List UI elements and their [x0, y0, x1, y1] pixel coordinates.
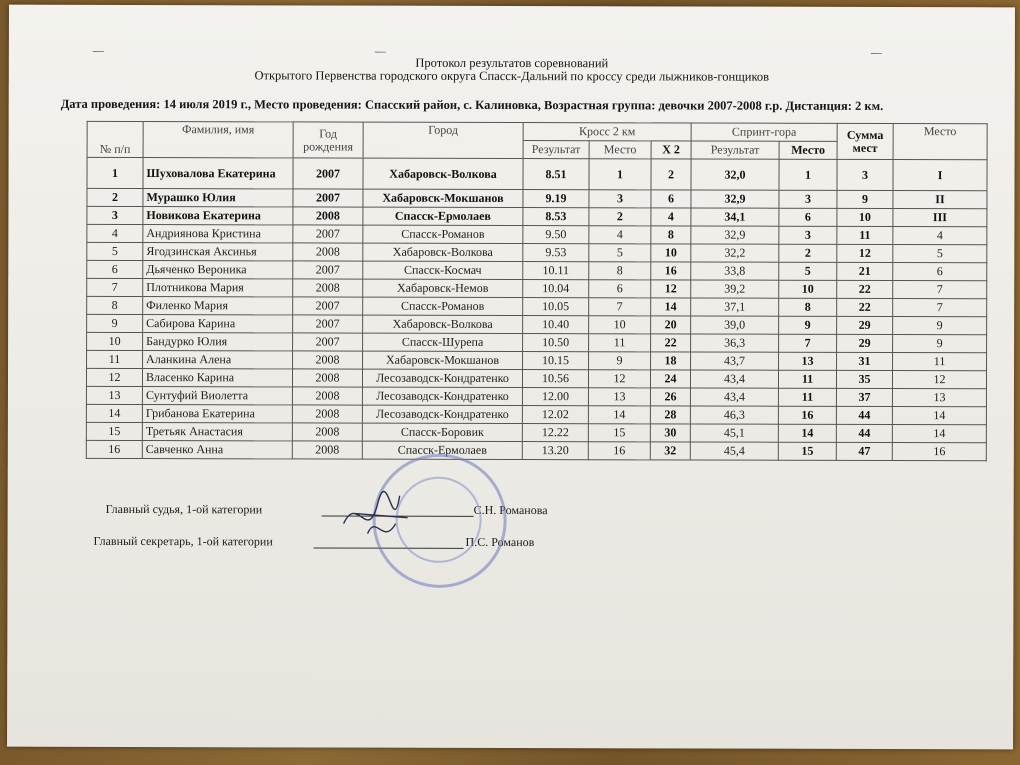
cell-num: 8 [87, 296, 143, 314]
cell-sum: 22 [837, 280, 893, 298]
cell-sum: 29 [837, 334, 893, 352]
cell-sprint-result: 39,0 [691, 316, 779, 334]
cell-sprint-result: 43,4 [690, 370, 778, 388]
cell-sprint-place: 1 [779, 159, 837, 190]
cell-sprint-place: 5 [779, 262, 837, 280]
cell-name: Филенко Мария [143, 297, 293, 315]
cell-city: Лесозаводск-Кондратенко [362, 387, 522, 405]
cell-city: Хабаровск-Волкова [363, 315, 523, 333]
judge-name: С.Н. Романова [473, 502, 548, 518]
cell-sum: 21 [837, 262, 893, 280]
cell-sprint-place: 3 [779, 190, 837, 208]
cell-sprint-result: 37,1 [691, 298, 779, 316]
cell-cross-result: 8.53 [523, 208, 589, 226]
table-row [87, 224, 987, 244]
cell-sprint-place: 11 [778, 388, 836, 406]
cell-cross-result: 12.00 [522, 388, 588, 406]
cell-place: 14 [892, 406, 986, 424]
cell-city: Хабаровск-Мокшанов [363, 189, 523, 207]
cell-x2: 22 [651, 334, 691, 352]
document-title: Протокол результатов соревнований [415, 55, 609, 71]
header-num: № п/п [87, 121, 143, 157]
secretary-title: Главный секретарь, 1-ой категории [93, 533, 273, 549]
cell-place: 11 [893, 352, 987, 370]
cell-sprint-place: 9 [779, 316, 837, 334]
cell-sprint-result: 34,1 [691, 208, 779, 226]
results-table [86, 121, 988, 461]
cell-cross-result: 10.40 [523, 316, 589, 334]
cell-place: 6 [893, 262, 987, 280]
cell-sum: 3 [837, 159, 893, 190]
cell-x2: 10 [651, 244, 691, 262]
cell-year: 2007 [293, 315, 363, 333]
cell-place: II [893, 190, 987, 208]
cell-cross-place: 9 [589, 352, 651, 370]
cell-cross-result: 9.19 [523, 190, 589, 208]
cell-sprint-result: 45,1 [690, 424, 778, 442]
cell-x2: 24 [650, 370, 690, 388]
cell-place: 5 [893, 244, 987, 262]
cell-x2: 2 [651, 159, 691, 190]
cell-cross-result: 10.15 [523, 352, 589, 370]
cell-sprint-result: 36,3 [691, 334, 779, 352]
cell-sum: 9 [837, 190, 893, 208]
cell-cross-result: 10.56 [522, 370, 588, 388]
cell-x2: 30 [650, 424, 690, 442]
cell-cross-result: 13.20 [522, 442, 588, 460]
cell-city: Хабаровск-Волкова [363, 158, 523, 189]
cell-cross-result: 9.53 [523, 244, 589, 262]
cell-cross-place: 14 [588, 406, 650, 424]
table-row [86, 440, 986, 460]
cell-cross-result: 10.04 [523, 280, 589, 298]
cell-sum: 44 [836, 406, 892, 424]
cell-sprint-result: 45,4 [690, 442, 778, 460]
cell-num: 5 [87, 242, 143, 260]
table-row [87, 332, 987, 352]
cell-x2: 14 [651, 298, 691, 316]
table-row [87, 278, 987, 298]
cell-x2: 12 [651, 280, 691, 298]
cell-name: Сабирова Карина [143, 315, 293, 333]
cell-cross-place: 7 [589, 298, 651, 316]
cell-sprint-place: 8 [779, 298, 837, 316]
header-sum: Сумма мест [837, 123, 893, 159]
cell-name: Новикова Екатерина [143, 207, 293, 225]
header-sprint-place: Место [779, 141, 837, 159]
cell-city: Лесозаводск-Кондратенко [362, 369, 522, 387]
cell-name: Сунтуфий Виолетта [142, 387, 292, 405]
cell-sum: 12 [837, 244, 893, 262]
cell-x2: 16 [651, 262, 691, 280]
cell-sprint-place: 2 [779, 244, 837, 262]
cell-place: 7 [893, 298, 987, 316]
header-cross-place: Место [589, 141, 651, 159]
cell-place: 16 [892, 442, 986, 460]
cell-year: 2008 [293, 279, 363, 297]
cell-sprint-place: 16 [778, 406, 836, 424]
cell-year: 2007 [293, 189, 363, 207]
cell-sprint-result: 43,4 [690, 388, 778, 406]
cell-city: Спасск-Ермолаев [363, 207, 523, 225]
cell-year: 2007 [293, 225, 363, 243]
cell-num: 16 [86, 440, 142, 458]
cell-cross-place: 4 [589, 226, 651, 244]
cell-name: Бандурко Юлия [143, 333, 293, 351]
cell-sprint-place: 15 [778, 442, 836, 460]
cell-num: 7 [87, 278, 143, 296]
cell-year: 2008 [292, 423, 362, 441]
cell-year: 2008 [292, 369, 362, 387]
cell-name: Грибанова Екатерина [142, 405, 292, 423]
cell-name: Савченко Анна [142, 441, 292, 459]
table-row [87, 314, 987, 334]
cell-city: Спасск-Ермолаев [362, 441, 522, 459]
cell-place: 13 [892, 388, 986, 406]
table-row [86, 404, 986, 424]
cell-city: Спасск-Романов [363, 225, 523, 243]
cell-name: Аланкина Алена [143, 351, 293, 369]
header-cross: Кросс 2 км [523, 123, 691, 141]
cell-city: Спасск-Космач [363, 261, 523, 279]
cell-sprint-result: 32,9 [691, 190, 779, 208]
cell-name: Третьяк Анастасия [142, 423, 292, 441]
cell-year: 2008 [292, 387, 362, 405]
cell-place: 7 [893, 280, 987, 298]
cell-city: Хабаровск-Волкова [363, 243, 523, 261]
cell-num: 4 [87, 224, 143, 242]
cell-cross-result: 10.11 [523, 262, 589, 280]
header-x2: Х 2 [651, 141, 691, 159]
cell-x2: 28 [650, 406, 690, 424]
cell-name: Мурашко Юлия [143, 189, 293, 207]
cell-cross-place: 16 [588, 442, 650, 460]
cell-cross-place: 8 [589, 262, 651, 280]
cell-num: 15 [86, 422, 142, 440]
cell-city: Лесозаводск-Кондратенко [362, 405, 522, 423]
header-sprint-result: Результат [691, 141, 779, 159]
table-row [87, 242, 987, 262]
cell-cross-result: 12.22 [522, 424, 588, 442]
document-subtitle: Открытого Первенства городского округа Спасск-Дальний по кроссу среди лыжников-гонщиков [254, 68, 770, 84]
cell-sum: 22 [837, 298, 893, 316]
table-row [87, 350, 987, 370]
cell-sum: 47 [836, 442, 892, 460]
header-city: Город [363, 122, 523, 158]
cell-num: 1 [87, 157, 143, 188]
table-row [87, 157, 987, 190]
cell-year: 2007 [293, 297, 363, 315]
cell-sum: 11 [837, 226, 893, 244]
header-sprint: Спринт-гора [691, 123, 837, 141]
table-row [87, 296, 987, 316]
cell-city: Спасск-Романов [363, 297, 523, 315]
cell-num: 3 [87, 206, 143, 224]
cell-sprint-result: 32,2 [691, 244, 779, 262]
cell-year: 2008 [292, 405, 362, 423]
cell-x2: 4 [651, 208, 691, 226]
secretary-name: П.С. Романов [465, 534, 535, 550]
cell-num: 13 [86, 386, 142, 404]
cell-sprint-result: 32,9 [691, 226, 779, 244]
handwritten-signature [338, 484, 418, 554]
cell-name: Андриянова Кристина [143, 225, 293, 243]
cell-place: 9 [893, 316, 987, 334]
judge-title: Главный судья, 1-ой категории [105, 501, 263, 517]
cell-sum: 10 [837, 208, 893, 226]
cell-cross-place: 2 [589, 208, 651, 226]
cell-cross-result: 10.05 [523, 298, 589, 316]
cell-cross-place: 12 [588, 370, 650, 388]
cell-sprint-place: 10 [779, 280, 837, 298]
cell-year: 2008 [293, 351, 363, 369]
cell-x2: 6 [651, 190, 691, 208]
cell-year: 2008 [292, 441, 362, 459]
cell-sprint-result: 33,8 [691, 262, 779, 280]
cell-place: III [893, 208, 987, 226]
cell-city: Хабаровск-Немов [363, 279, 523, 297]
cell-sprint-result: 46,3 [690, 406, 778, 424]
cell-year: 2007 [293, 158, 363, 189]
cell-cross-place: 13 [588, 388, 650, 406]
header-year: Год рождения [293, 122, 363, 158]
cell-sprint-result: 43,7 [691, 352, 779, 370]
table-row [86, 386, 986, 406]
cell-x2: 26 [650, 388, 690, 406]
cell-name: Власенко Карина [142, 369, 292, 387]
table-row [86, 368, 986, 388]
table-row [87, 206, 987, 226]
cell-sprint-place: 6 [779, 208, 837, 226]
cell-num: 6 [87, 260, 143, 278]
cell-num: 9 [87, 314, 143, 332]
cell-sum: 37 [836, 388, 892, 406]
cell-year: 2008 [293, 207, 363, 225]
cell-year: 2007 [293, 261, 363, 279]
cell-sum: 31 [837, 352, 893, 370]
table-row [87, 260, 987, 280]
cell-name: Дьяченко Вероника [143, 261, 293, 279]
cell-year: 2008 [293, 243, 363, 261]
cell-sum: 29 [837, 316, 893, 334]
cell-place: 12 [892, 370, 986, 388]
cell-cross-place: 10 [589, 316, 651, 334]
cell-place: 14 [892, 424, 986, 442]
cell-cross-place: 5 [589, 244, 651, 262]
cell-sprint-place: 11 [778, 370, 836, 388]
cell-city: Спасск-Шурепа [363, 333, 523, 351]
margin-mark: — [92, 44, 104, 57]
cell-sprint-result: 39,2 [691, 280, 779, 298]
cell-name: Ягодзинская Аксинья [143, 243, 293, 261]
cell-name: Шуховалова Екатерина [143, 158, 293, 189]
cell-sum: 44 [836, 424, 892, 442]
results-body [86, 157, 987, 460]
event-details: Дата проведения: 14 июля 2019 г., Место проведения: Спасский район, с. Калиновка, Возрастная группа: девочки 2007-2008 г.р. Дистанция: 2 км. [60, 96, 884, 113]
cell-cross-place: 3 [589, 190, 651, 208]
cell-x2: 18 [651, 352, 691, 370]
cell-cross-place: 11 [589, 334, 651, 352]
header-cross-result: Результат [523, 141, 589, 159]
cell-sprint-place: 14 [778, 424, 836, 442]
header-place: Место [893, 123, 987, 159]
cell-place: 4 [893, 226, 987, 244]
cell-sprint-place: 3 [779, 226, 837, 244]
cell-num: 11 [87, 350, 143, 368]
cell-cross-place: 15 [588, 424, 650, 442]
cell-year: 2007 [293, 333, 363, 351]
cell-num: 10 [87, 332, 143, 350]
results-sheet [7, 5, 1015, 750]
header-name: Фамилия, имя [143, 122, 293, 158]
cell-place: I [893, 159, 987, 190]
cell-num: 12 [86, 368, 142, 386]
cell-cross-place: 1 [589, 159, 651, 190]
cell-name: Плотникова Мария [143, 279, 293, 297]
cell-x2: 20 [651, 316, 691, 334]
margin-mark: — [374, 45, 386, 58]
cell-sprint-place: 13 [779, 352, 837, 370]
cell-cross-result: 8.51 [523, 159, 589, 190]
cell-city: Спасск-Боровик [362, 423, 522, 441]
table-row [86, 422, 986, 442]
cell-x2: 8 [651, 226, 691, 244]
cell-sprint-result: 32,0 [691, 159, 779, 190]
cell-num: 14 [86, 404, 142, 422]
cell-sprint-place: 7 [779, 334, 837, 352]
cell-cross-result: 10.50 [523, 334, 589, 352]
table-row [87, 188, 987, 208]
cell-cross-place: 6 [589, 280, 651, 298]
margin-mark: — [870, 46, 882, 59]
cell-num: 2 [87, 188, 143, 206]
cell-place: 9 [893, 334, 987, 352]
cell-cross-result: 12.02 [522, 406, 588, 424]
cell-city: Хабаровск-Мокшанов [363, 351, 523, 369]
cell-x2: 32 [650, 442, 690, 460]
cell-sum: 35 [836, 370, 892, 388]
cell-cross-result: 9.50 [523, 226, 589, 244]
